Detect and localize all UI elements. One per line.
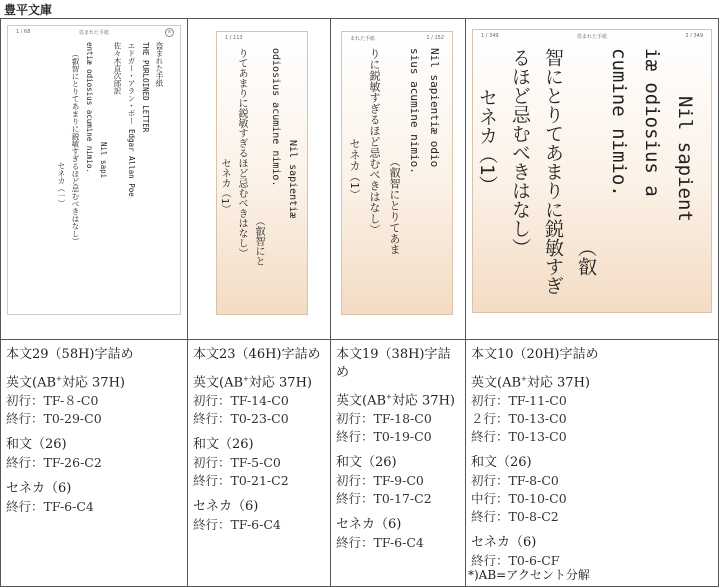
info-cell-4 (466, 340, 719, 587)
reader-page-4: 1 / 349 盗まれた手紙 2 / 349 Nil sapient iæ odiosius a cumine nimio. （叡 智にとりてあまりに鋭敏すぎ るほど忌むべきはなし） セネカ（1） (472, 29, 712, 313)
info-cell-1 (1, 340, 188, 587)
ja-last-line-2: 終行：T0-21-C2 (193, 473, 289, 489)
seneca-last-line-4: 終行：T0-6-CF (471, 553, 560, 569)
section-label-seneca-1: セネカ（6) (6, 481, 72, 497)
ja-middle-line-4: 中行：T0-10-C0 (471, 491, 567, 507)
en-first-line-4: 初行：TF-11-C0 (471, 393, 567, 409)
preview-row (1, 19, 719, 340)
reader-page-2: 1 / 113 Nil sapientiæ odiosius acumine nimio. （叡智にと りてあまりに鋭敏すぎるほど忌むべきはなし） セネカ（1） (216, 31, 308, 315)
page-title: 豊平文庫 (4, 3, 53, 17)
ja-last-line-4: 終行：T0-8-C2 (471, 509, 559, 525)
preview-image-4 (466, 19, 718, 319)
page-text-1: 盗まれた手紙 THE PURLOINED LETTER エドガー・アラン・ポー Edgar Allan Poe 佐々木直次郎訳 Nil sapi entiæ odiosius acumine nimio. （叡智にとりてあまりに鋭敏すぎるほど忌むべきはなし） セネカ（一） (57, 42, 164, 245)
ja-first-line-2: 初行：TF-5-C0 (193, 455, 281, 471)
en-first-line-2: 初行：TF-14-C0 (193, 393, 289, 409)
en-last-line-4: 終行：T0-13-C0 (471, 429, 567, 445)
summary-4: 本文10（20H)字詰め (471, 347, 599, 363)
en-last-line-3: 終行：T0-19-C0 (336, 429, 432, 445)
section-label-seneca-2: セネカ（6) (193, 499, 259, 515)
section-label-ja-1: 和文（26) (6, 437, 67, 453)
footnote: *)AB=アクセント分解 (468, 568, 590, 582)
section-label-en-4: 英文(AB+対応 37H) (471, 375, 590, 391)
info-cell-3 (331, 340, 466, 587)
ja-first-line-4: 初行：TF-8-C0 (471, 473, 559, 489)
preview-cell-4 (466, 19, 719, 340)
seneca-last-line-1: 終行：TF-6-C4 (6, 499, 94, 515)
reader-page-1: 1 / 68 盗まれた手紙 ⊘ 盗まれた手紙 THE PURLOINED LETTER エドガー・アラン・ポー Edgar Allan Poe 佐々木直次郎訳 Nil sapi entiæ odiosius acumine nimio. （叡智にとりてあまりに鋭敏すぎるほど忌むべきはなし） セネカ（一） (7, 25, 181, 315)
reader-page-3: まれた手紙 1 / 152 Nil sapientiæ odio sius acumine nimio. （叡智にとりてあま りに鋭敏すぎるほど忌むべきはなし） セネカ（1） (341, 31, 453, 315)
settings-icon[interactable]: ⊘ (165, 28, 174, 37)
preview-cell-2 (188, 19, 331, 340)
preview-cell-1 (1, 19, 188, 340)
en-second-line-4: ２行：T0-13-C0 (471, 411, 567, 427)
preview-image-2 (188, 19, 330, 319)
summary-2: 本文23（46H)字詰め (193, 347, 321, 363)
page-text-3: Nil sapientiæ odio sius acumine nimio. （叡智にとりてあま りに鋭敏すぎるほど忌むべきはなし） セネカ（1） (348, 48, 441, 255)
ja-last-line-1: 終行：TF-26-C2 (6, 455, 102, 471)
seneca-last-line-3: 終行：TF-6-C4 (336, 535, 424, 551)
summary-3: 本文19（38H)字詰め (336, 347, 451, 381)
section-label-ja-2: 和文（26) (193, 437, 254, 453)
en-last-line-2: 終行：T0-23-C0 (193, 411, 289, 427)
section-label-ja-4: 和文（26) (471, 455, 532, 471)
info-row (1, 340, 719, 587)
preview-cell-3 (331, 19, 466, 340)
ja-first-line-3: 初行：TF-9-C0 (336, 473, 424, 489)
page-text-2: Nil sapientiæ odiosius acumine nimio. （叡智にと りてあまりに鋭敏すぎるほど忌むべきはなし） セネカ（1） (219, 48, 298, 266)
section-label-en-1: 英文(AB+対応 37H) (6, 375, 125, 391)
seneca-last-line-2: 終行：TF-6-C4 (193, 517, 281, 533)
section-label-en-3: 英文(AB+対応 37H) (336, 393, 455, 409)
preview-image-3 (331, 19, 465, 319)
comparison-table (0, 18, 719, 587)
en-first-line-3: 初行：TF-18-C0 (336, 411, 432, 427)
en-first-line-1: 初行：TF-８-C0 (6, 393, 99, 409)
section-label-seneca-3: セネカ（6) (336, 517, 402, 533)
page-text-4: Nil sapient iæ odiosius a cumine nimio. （叡 智にとりてあまりに鋭敏すぎ るほど忌むべきはなし） セネカ（1） (476, 48, 696, 295)
section-label-en-2: 英文(AB+対応 37H) (193, 375, 312, 391)
en-last-line-1: 終行：T0-29-C0 (6, 411, 102, 427)
info-cell-2 (188, 340, 331, 587)
preview-image-1 (1, 19, 187, 319)
section-label-ja-3: 和文（26) (336, 455, 397, 471)
summary-1: 本文29（58H)字詰め (6, 347, 134, 363)
ja-last-line-3: 終行：T0-17-C2 (336, 491, 432, 507)
section-label-seneca-4: セネカ（6) (471, 535, 537, 551)
